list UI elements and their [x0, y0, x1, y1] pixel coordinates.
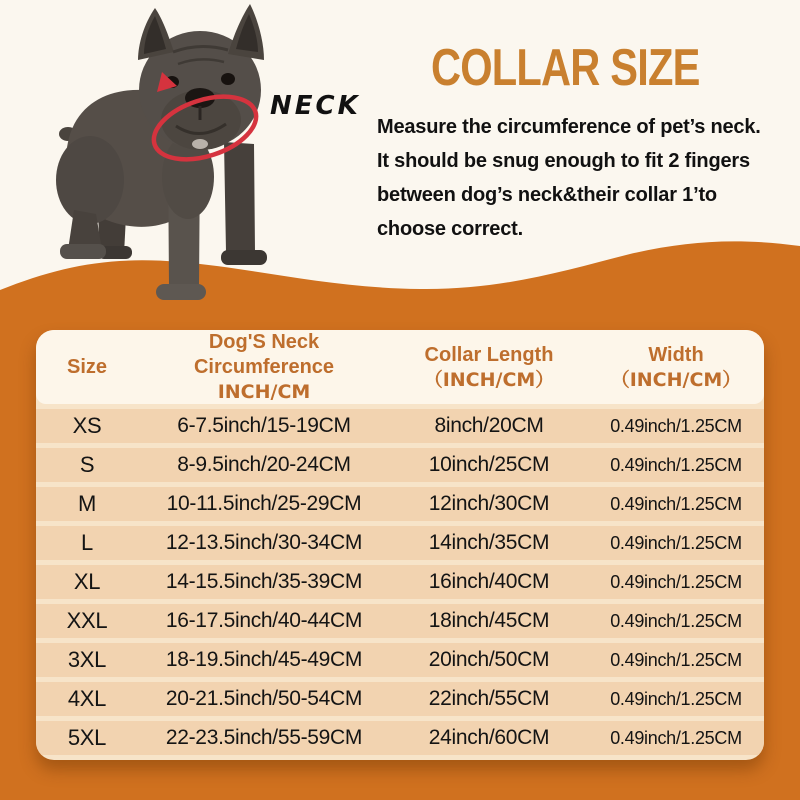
neck-cell: 14-15.5inch/35-39CM: [165, 570, 363, 593]
width-cell: 0.49inch/1.25CM: [610, 532, 742, 553]
neck-cell: 16-17.5inch/40-44CM: [165, 609, 363, 632]
length-cell: 12inch/30CM: [428, 492, 550, 515]
width-cell: 0.49inch/1.25CM: [610, 493, 742, 514]
length-cell: 22inch/55CM: [428, 687, 550, 710]
size-cell: S: [79, 452, 95, 477]
length-cell: 10inch/25CM: [428, 453, 550, 476]
width-cell: 0.49inch/1.25CM: [610, 571, 742, 592]
length-cell: 18inch/45CM: [428, 609, 550, 632]
size-table-body: [36, 404, 764, 760]
table-row: [36, 682, 764, 716]
instruction-line: choose correct.: [377, 218, 523, 240]
width-cell: 0.49inch/1.25CM: [610, 610, 742, 631]
size-table-header: [36, 330, 764, 404]
neck-cell: 22-23.5inch/55-59CM: [165, 726, 363, 749]
column-header-collar-length: Collar Length （INCH/CM）: [423, 343, 555, 391]
length-cell: 14inch/35CM: [428, 531, 550, 554]
table-row: [36, 487, 764, 521]
width-cell: 0.49inch/1.25CM: [610, 649, 742, 670]
width-cell: 0.49inch/1.25CM: [610, 688, 742, 709]
neck-cell: 12-13.5inch/30-34CM: [165, 531, 363, 554]
neck-cell: 6-7.5inch/15-19CM: [177, 414, 351, 437]
width-cell: 0.49inch/1.25CM: [610, 454, 742, 475]
length-cell: 16inch/40CM: [428, 570, 550, 593]
size-cell: XXL: [66, 608, 108, 633]
size-cell: 5XL: [67, 725, 107, 750]
neck-annotation-label: NECK: [270, 91, 361, 121]
table-row: [36, 565, 764, 599]
table-row: [36, 643, 764, 677]
size-cell: XS: [72, 413, 102, 438]
instruction-line: between dog’s neck&their collar 1’to: [377, 184, 717, 206]
size-cell: XL: [73, 569, 101, 594]
neck-cell: 8-9.5inch/20-24CM: [177, 453, 351, 476]
table-row: [36, 721, 764, 755]
page-title: COLLAR SIZE: [431, 39, 700, 97]
instruction-line: Measure the circumference of pet’s neck.: [377, 116, 761, 138]
table-row: [36, 409, 764, 443]
size-cell: L: [81, 530, 93, 555]
size-cell: 4XL: [67, 686, 107, 711]
length-cell: 8inch/20CM: [434, 414, 544, 437]
size-cell: M: [77, 491, 97, 516]
dog-photo: [38, 2, 282, 302]
table-row: [36, 526, 764, 560]
column-header-neck-circumference: Dog'S Neck Circumference INCH/CM: [193, 331, 335, 403]
size-table: [36, 330, 764, 760]
width-cell: 0.49inch/1.25CM: [610, 727, 742, 748]
size-cell: 3XL: [67, 647, 107, 672]
table-row: [36, 604, 764, 638]
table-row: [36, 448, 764, 482]
length-cell: 20inch/50CM: [428, 648, 550, 671]
neck-cell: 20-21.5inch/50-54CM: [165, 687, 363, 710]
column-header-width: Width （INCH/CM）: [610, 343, 742, 391]
measure-instructions: [377, 110, 797, 246]
length-cell: 24inch/60CM: [428, 726, 550, 749]
instruction-line: It should be snug enough to fit 2 fingers: [377, 150, 750, 172]
width-cell: 0.49inch/1.25CM: [610, 415, 742, 436]
neck-cell: 10-11.5inch/25-29CM: [166, 492, 362, 515]
neck-cell: 18-19.5inch/45-49CM: [165, 648, 363, 671]
column-header-size: Size: [66, 356, 108, 378]
